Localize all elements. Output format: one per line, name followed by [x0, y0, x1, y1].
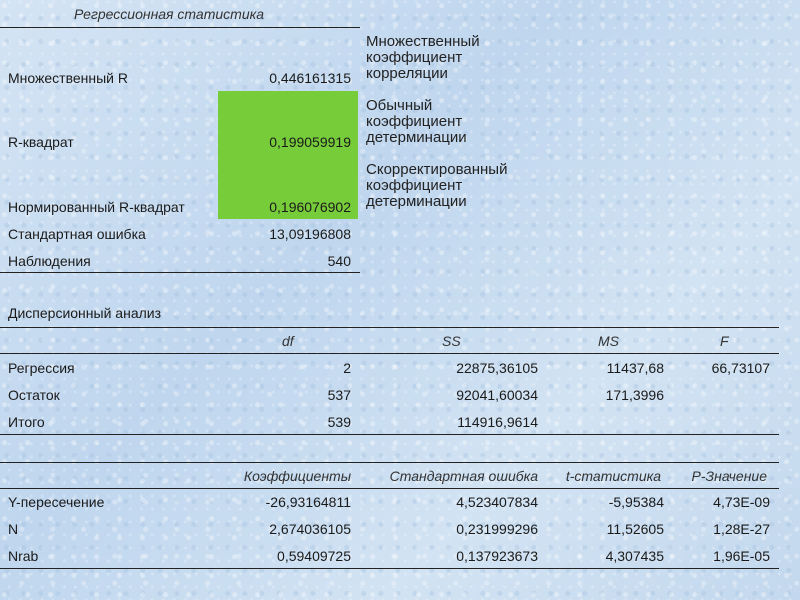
regression-stats-divider-bottom: [0, 272, 360, 273]
coef-row-se: 4,523407834: [456, 494, 538, 510]
anova-row-ss: 22875,36105: [456, 360, 538, 376]
anova-header-ss: SS: [442, 333, 461, 349]
anova-row-df: 2: [343, 360, 351, 376]
coef-row-label: N: [8, 521, 19, 537]
stat-label-observations: Наблюдения: [8, 253, 91, 269]
coef-header-t-stat: t-статистика: [565, 468, 661, 484]
coefficients-divider-top: [0, 462, 779, 463]
regression-stats-divider-top: [0, 27, 360, 28]
anova-row-label: Итого: [8, 414, 45, 430]
anova-row-f: 66,73107: [711, 360, 770, 376]
anova-row-ms: 171,3996: [605, 387, 664, 403]
coefficients-divider-bottom: [0, 568, 779, 569]
anova-divider-bottom: [0, 434, 779, 435]
coef-row-coef: 0,59409725: [277, 548, 351, 564]
anova-divider-top: [0, 327, 779, 328]
coef-header-coefficients: Коэффициенты: [243, 468, 351, 484]
anova-divider-header: [0, 353, 779, 354]
stat-value-multiple-r: 0,446161315: [269, 70, 351, 86]
coef-row-p: 4,73E-09: [713, 494, 770, 510]
anova-row-label: Регрессия: [8, 360, 75, 376]
anova-header-df: df: [282, 333, 294, 349]
coef-row-t: 4,307435: [605, 548, 664, 564]
anova-header-ms: MS: [598, 333, 619, 349]
coef-row-label: Nrab: [8, 548, 39, 564]
coef-row-p: 1,28E-27: [713, 521, 770, 537]
coef-row-coef: 2,674036105: [269, 521, 351, 537]
annotation-adjusted-determination: Скорректированный коэффициент детерминации: [366, 161, 508, 210]
coef-row-se: 0,231999296: [456, 521, 538, 537]
stat-label-standard-error: Стандартная ошибка: [8, 226, 146, 242]
stat-label-adjusted-r-squared: Нормированный R-квадрат: [8, 199, 185, 215]
anova-row-label: Остаток: [8, 387, 60, 403]
anova-row-df: 537: [327, 387, 351, 403]
annotation-multiple-correlation: Множественный коэффициент корреляции: [366, 33, 480, 82]
stat-label-multiple-r: Множественный R: [8, 70, 128, 86]
annotation-determination: Обычный коэффициент детерминации: [366, 97, 467, 146]
stat-value-standard-error: 13,09196808: [269, 226, 351, 242]
coef-header-standard-error: Стандартная ошибка: [389, 468, 538, 484]
coef-header-p-value: P-Значение: [691, 468, 767, 484]
anova-row-df: 539: [327, 414, 351, 430]
coef-row-p: 1,96E-05: [713, 548, 770, 564]
regression-stats-title: Регрессионная статистика: [74, 6, 265, 22]
coef-row-coef: -26,93164811: [265, 494, 351, 510]
coef-row-t: -5,95384: [608, 494, 664, 510]
anova-row-ms: 11437,68: [606, 360, 664, 376]
anova-title: Дисперсионный анализ: [8, 305, 162, 321]
coef-row-t: 11,52605: [606, 521, 664, 537]
anova-row-ss: 92041,60034: [456, 387, 538, 403]
coef-row-se: 0,137923673: [456, 548, 538, 564]
coef-row-label: Y-пересечение: [8, 494, 105, 510]
coefficients-divider-header: [0, 488, 779, 489]
anova-row-ss: 114916,9614: [457, 414, 538, 430]
stat-value-r-squared: 0,199059919: [269, 134, 351, 150]
stat-value-adjusted-r-squared: 0,196076902: [269, 199, 351, 215]
stat-label-r-squared: R-квадрат: [8, 134, 74, 150]
stat-value-observations: 540: [327, 253, 351, 269]
anova-header-f: F: [720, 333, 729, 349]
